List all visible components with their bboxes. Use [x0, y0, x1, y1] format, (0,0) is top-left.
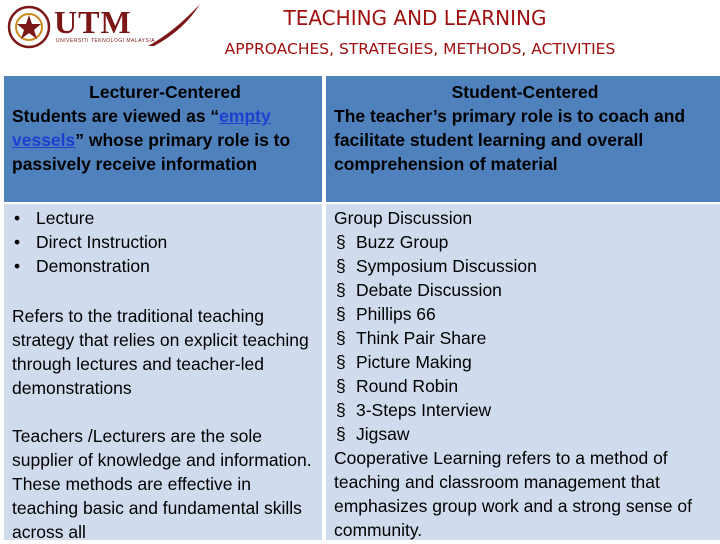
slide-header — [0, 0, 720, 72]
lecturer-centered-description — [12, 104, 318, 176]
logo-tagline: UNIVERSITI TEKNOLOGI MALAYSIA — [56, 38, 156, 44]
lecturer-methods-list — [12, 206, 318, 278]
description-text-end: ” whose primary role is to passively receive information — [12, 130, 291, 174]
page-title: TEACHING AND LEARNING — [283, 6, 547, 30]
description-text-start: Students are viewed as “ — [12, 106, 220, 126]
student-centered-heading: Student-Centered — [451, 82, 599, 102]
lecturer-centered-body-cell — [4, 204, 322, 540]
list-item: § Round Robin — [334, 374, 716, 398]
cooperative-learning-paragraph: Cooperative Learning refers to a method of teaching and classroom management that emphasizes group work and a strong sense of community. — [334, 448, 692, 540]
student-centered-description: The teacher’s primary role is to coach and facilitate student learning and overall comprehension of material — [334, 106, 686, 174]
page-subtitle: APPROACHES, STRATEGIES, METHODS, ACTIVITIES — [224, 40, 616, 58]
lecturer-role-paragraph: Teachers /Lecturers are the sole supplier of knowledge and information. These methods are effective in teaching basic and fundamental skills across all — [12, 426, 312, 542]
student-methods-list — [334, 230, 716, 446]
lecturer-centered-heading: Lecturer-Centered — [89, 82, 241, 102]
group-discussion-title: Group Discussion — [334, 208, 473, 228]
list-item: § 3-Steps Interview — [334, 398, 716, 422]
comparison-table — [0, 72, 720, 540]
list-item: § Phillips 66 — [334, 302, 716, 326]
student-centered-body-cell — [326, 204, 720, 540]
list-item: § Symposium Discussion — [334, 254, 716, 278]
list-item: • Lecture — [12, 206, 318, 230]
utm-crest-icon — [6, 4, 52, 50]
lecturer-centered-header-cell — [4, 76, 322, 202]
traditional-strategy-paragraph: Refers to the traditional teaching strategy that relies on explicit teaching through lectures and teacher-led demonstrations — [12, 306, 309, 398]
list-item: § Jigsaw — [334, 422, 716, 446]
list-item: • Direct Instruction — [12, 230, 318, 254]
empty-vessels-link[interactable]: empty vessels — [12, 106, 271, 150]
list-item: § Debate Discussion — [334, 278, 716, 302]
list-item: § Buzz Group — [334, 230, 716, 254]
list-item: § Think Pair Share — [334, 326, 716, 350]
list-item: • Demonstration — [12, 254, 318, 278]
list-item: § Picture Making — [334, 350, 716, 374]
logo-wordmark: UTM — [54, 4, 132, 40]
student-centered-header-cell — [326, 76, 720, 202]
